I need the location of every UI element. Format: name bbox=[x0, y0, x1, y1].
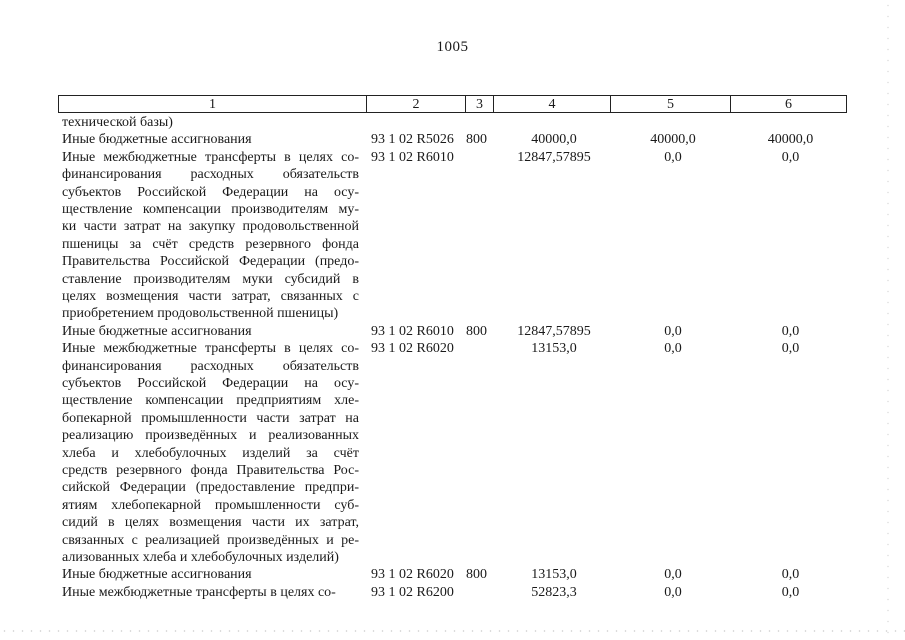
row-code: 93 1 02 R6020 bbox=[371, 567, 454, 583]
description-line: субъектов Российской Федерации на осу- bbox=[62, 375, 359, 391]
row-code: 93 1 02 R6020 bbox=[371, 341, 454, 357]
row-value-col6: 0,0 bbox=[781, 567, 800, 583]
row-value-col6: 0,0 bbox=[781, 323, 800, 339]
description-line: связанных с реализацией произведённых и ре- bbox=[62, 532, 359, 548]
row-value-col6: 0,0 bbox=[781, 149, 800, 165]
description-line: ставление производителям муки субсидий в bbox=[62, 271, 359, 287]
description-line: Правительства Российской Федерации (предо- bbox=[62, 254, 359, 270]
table-row bbox=[58, 566, 847, 583]
row-code: 93 1 02 R6010 bbox=[371, 149, 454, 165]
description-line: пшеницы за счёт средств резервного фонда bbox=[62, 236, 359, 252]
description-line: Иные бюджетные ассигнования bbox=[62, 323, 252, 339]
row-value-col6: 0,0 bbox=[781, 341, 800, 357]
description-line: ки части затрат на закупку продовольственной bbox=[62, 219, 359, 235]
row-expense-type: 800 bbox=[466, 132, 487, 148]
row-code: 93 1 02 R6010 bbox=[371, 323, 454, 339]
header-col-5: 5 bbox=[611, 96, 731, 112]
table-row bbox=[58, 323, 847, 340]
description-line: Иные межбюджетные трансферты в целях со- bbox=[62, 584, 336, 600]
description-line: Иные бюджетные ассигнования bbox=[62, 132, 252, 148]
table-header bbox=[58, 95, 847, 113]
table-row bbox=[58, 149, 847, 323]
row-value-col5: 0,0 bbox=[664, 341, 682, 357]
row-value-col4: 52823,3 bbox=[531, 584, 577, 600]
description-line: Иные межбюджетные трансферты в целях со- bbox=[62, 341, 359, 357]
scan-artifact-right bbox=[885, 0, 891, 640]
scan-artifact-bottom bbox=[0, 628, 905, 634]
description-line: субъектов Российской Федерации на осу- bbox=[62, 184, 359, 200]
description-line: технической базы) bbox=[62, 115, 173, 130]
description-line: финансирования расходных обязательств bbox=[62, 358, 359, 374]
row-value-col4: 13153,0 bbox=[531, 567, 577, 583]
header-col-4: 4 bbox=[494, 96, 611, 112]
description-line: финансирования расходных обязательств bbox=[62, 167, 359, 183]
row-value-col5: 40000,0 bbox=[650, 132, 696, 148]
row-value-col4: 40000,0 bbox=[531, 132, 577, 148]
header-col-3: 3 bbox=[466, 96, 494, 112]
description-line: бопекарной промышленности части затрат на bbox=[62, 410, 359, 426]
description-line: реализацию произведённых и реализованных bbox=[62, 428, 359, 444]
header-col-1: 1 bbox=[59, 96, 367, 112]
row-value-col5: 0,0 bbox=[664, 567, 682, 583]
row-value-col4: 12847,57895 bbox=[517, 323, 591, 339]
page-number: 1005 bbox=[436, 39, 469, 55]
table-row bbox=[58, 340, 847, 566]
description-line: хлеба и хлебобулочных изделий за счёт bbox=[62, 445, 359, 461]
description-line: средств резервного фонда Правительства Рос- bbox=[62, 463, 359, 479]
description-line: сидий в целях возмещения части их затрат, bbox=[62, 515, 359, 531]
row-value-col5: 0,0 bbox=[664, 584, 682, 600]
row-code: 93 1 02 R6200 bbox=[371, 584, 454, 600]
description-line: ятиям хлебопекарной промышленности суб- bbox=[62, 497, 359, 513]
row-description bbox=[62, 131, 359, 148]
header-col-6: 6 bbox=[785, 97, 792, 112]
row-expense-type: 800 bbox=[466, 567, 487, 583]
row-description bbox=[62, 323, 359, 340]
description-line: сийской Федерации (предоставление предпри- bbox=[62, 480, 359, 496]
row-description bbox=[62, 566, 359, 583]
row-description bbox=[62, 149, 359, 323]
table-row bbox=[58, 131, 847, 148]
table-row bbox=[58, 114, 847, 131]
header-col-2: 2 bbox=[367, 96, 466, 112]
table-row bbox=[58, 584, 847, 601]
description-line: ществление компенсации производителям му- bbox=[62, 202, 359, 217]
row-description bbox=[62, 340, 359, 566]
row-value-col5: 0,0 bbox=[664, 149, 682, 165]
description-line: приобретением продовольственной пшеницы) bbox=[62, 306, 339, 322]
row-value-col4: 12847,57895 bbox=[517, 149, 591, 165]
table-body bbox=[58, 114, 847, 601]
description-line: целях возмещения части затрат, связанных с bbox=[62, 289, 359, 305]
row-expense-type: 800 bbox=[466, 323, 487, 339]
description-line: Иные межбюджетные трансферты в целях со- bbox=[62, 149, 359, 165]
row-description bbox=[62, 114, 359, 131]
row-value-col6: 0,0 bbox=[781, 584, 800, 600]
description-line: ществление компенсации предприятиям хле- bbox=[62, 393, 359, 409]
row-description bbox=[62, 584, 359, 601]
row-value-col4: 13153,0 bbox=[531, 341, 577, 357]
row-code: 93 1 02 R5026 bbox=[371, 132, 454, 148]
row-value-col5: 0,0 bbox=[664, 323, 682, 339]
row-value-col6: 40000,0 bbox=[767, 132, 814, 148]
description-line: Иные бюджетные ассигнования bbox=[62, 567, 252, 583]
description-line: ализованных хлеба и хлебобулочных изделий) bbox=[62, 550, 339, 566]
